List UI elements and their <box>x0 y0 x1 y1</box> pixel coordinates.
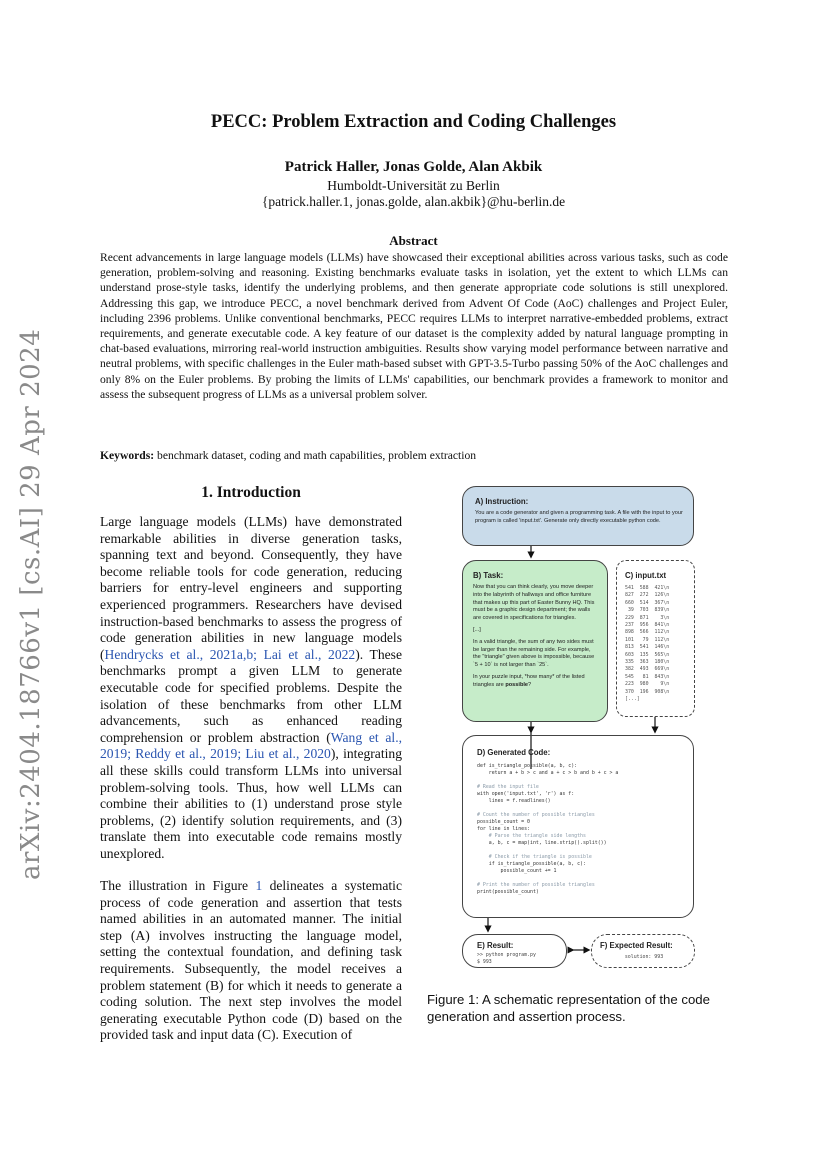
text-run: delineates a systematic process of code generation and assertion that tests named abilities in an automated manner. The initial step (A) involves instructing the language model, setting the contextual foundation, and defining task requirements. Subsequently, the model receives a problem statement (B) for which it needs to generate a coding solution. The next step involves the model generating executable Python code (D) based on the provided task and input data (C). Execution of <box>100 878 402 1043</box>
task-question <box>473 674 599 690</box>
instruction-title: A) Instruction: <box>475 497 529 506</box>
code-line <box>477 805 683 812</box>
affiliation: Humboldt-Universität zu Berlin <box>327 178 500 193</box>
code-line: def is_triangle_possible(a, b, c): <box>477 763 578 769</box>
instruction-box <box>462 486 694 546</box>
input-file-title: C) input.txt <box>625 571 667 580</box>
instruction-text: You are a code generator and given a programming task. A file with the input to your program is called 'input.txt'. Generate only directly executable python code. <box>475 510 683 524</box>
section-heading-introduction: 1. Introduction <box>201 484 301 501</box>
expected-result-title: F) Expected Result: <box>600 941 673 950</box>
paper-title: PECC: Problem Extraction and Coding Challenges <box>210 112 617 132</box>
generated-code-box <box>462 735 694 918</box>
figure-reference-link[interactable]: 1 <box>255 878 263 893</box>
result-command: >> python program.py <box>477 952 536 958</box>
abstract-body: Recent advancements in large language models (LLMs) have showcased their exceptional abilities across various tasks, such as code generation, problem-solving and reasoning. Existing benchmarks evaluate tasks in isolation, yet the extent to which LLMs can understand prose-style tasks, identify the underlying problems, and then generate appropriate code solutions is still unexplored. Addressing this gap, we introduce PECC, a novel benchmark derived from Advent Of Code (AoC) challenges and Project Euler, including 2396 problems. Unlike conventional benchmarks, PECC requires LLMs to interpret narrative-embedded problems, extract requirements, and generate executable code. A key feature of our dataset is the complexity added by natural language prompting in chat-based evaluations, mirroring real-world instruction ambiguities. Results show varying model performance between narrative and neutral problems, with specific challenges in the Euler math-based subset with GPT-3.5-Turbo passing 50% of the AoC challenges and only 8% on the Euler problems. By probing the limits of LLMs' capabilities, our benchmark provides a framework to monitor and assess the subsequent progress of LLMs as a universal problem solver. <box>100 251 728 401</box>
input-file-box <box>616 560 695 717</box>
text-run: ? <box>528 681 532 688</box>
code-line <box>477 875 683 882</box>
code-line <box>477 847 683 854</box>
code-line: possible_count += 1 <box>477 868 557 874</box>
generated-code-title: D) Generated Code: <box>477 748 551 757</box>
expected-result-text: solution: 993 <box>624 954 664 960</box>
code-line: if is_triangle_possible(a, b, c): <box>477 861 586 867</box>
author-list: Patrick Haller, Jonas Golde, Alan Akbik <box>284 159 543 175</box>
text-run: ). These benchmarks prompt a given LLM to generate executable code for specified problems. Despite the isolation of these benchmarks from other LLM advancements, such as enhanced reading comprehension or problem abstraction ( <box>100 646 402 745</box>
task-paragraph: In a valid triangle, the sum of any two sides must be larger than the remaining side. For example, the "triangle" given above is impossible, because `5 + 10` is not larger than `25`. <box>473 638 595 669</box>
text-run: Large language models (LLMs) have demonstrated remarkable abilities in diverse generation tasks, spanning text and beyond. Consequently, they have become reliable tools for code generation, reducing barriers for entry-level engineers and supporting experienced programmers. Researchers have devised instruction-based benchmarks to assess the progress of code generation abilities in new language models ( <box>100 514 402 662</box>
keywords-label: Keywords: <box>100 449 155 462</box>
code-line: # Check if the triangle is possible <box>477 854 592 860</box>
citation-link[interactable]: Hendrycks et al., 2021a,b; Lai et al., 2022 <box>104 646 356 662</box>
code-line: lines = f.readlines() <box>477 798 551 804</box>
code-line <box>477 777 683 784</box>
task-paragraph: Now that you can think clearly, you move deeper into the labyrinth of hallways and office furniture that makes up this part of Easter Bunny HQ. This must be a graphic design department; the walls are covered in specifications for triangles. <box>473 584 595 622</box>
figure-1 <box>455 484 707 970</box>
task-ellipsis: [...] <box>473 626 481 633</box>
intro-paragraph-1 <box>100 514 402 862</box>
code-line: return a + b > c and a + c > b and b + c > a <box>477 770 619 776</box>
result-output: $ 993 <box>477 958 492 965</box>
author-emails: {patrick.haller.1, jonas.golde, alan.akbik}@hu-berlin.de <box>261 194 566 209</box>
keywords <box>100 449 728 462</box>
task-title: B) Task: <box>473 571 504 580</box>
keywords-text: benchmark dataset, coding and math capabilities, problem extraction <box>157 449 477 462</box>
text-run: In your puzzle input, *how many* of the listed triangles are <box>473 673 585 688</box>
result-title: E) Result: <box>477 941 514 950</box>
code-line: print(possible_count) <box>477 889 539 895</box>
code-line: with open('input.txt', 'r') as f: <box>477 791 575 797</box>
text-run: ), integrating all these skills could transform LLMs into universal problem-solving tools. Thus, how well LLMs can combine their abilities to (1) understand prose style problems, (2) identify solution requirements, and (3) translate them into executable code remains mostly unexplored. <box>100 746 402 861</box>
figure-caption: Figure 1: A schematic representation of the code generation and assertion process. <box>427 992 710 1024</box>
citation-link[interactable]: Wang et al., 2019; Reddy et al., 2019; Liu et al., 2020 <box>100 729 402 762</box>
arxiv-identifier: arXiv:2404.18766v1 [cs.AI] 29 Apr 2024 <box>16 328 46 880</box>
code-line: # Parse the triangle side lengths <box>477 833 586 839</box>
code-line: # Read the input file <box>477 784 539 790</box>
code-line: # Count the number of possible triangles <box>477 812 595 818</box>
intro-paragraph-2 <box>100 878 402 1044</box>
code-line: possible_count = 0 <box>477 819 530 825</box>
expected-result-box <box>591 934 695 968</box>
result-box <box>462 934 567 968</box>
text-run: possible <box>505 681 529 688</box>
code-line: # Print the number of possible triangles <box>477 882 595 888</box>
input-file-data: 541 588 421\n 827 272 126\n 660 514 367\n 39 703 839\n 229 871 3\n 237 956 841\n 898 566 112\n 101 79 112\n 813 541 146\n 603 135 565\n 335 363 180\n 382 493 669\n 545 81 843\n 223 980 9\n 370 196 908\n [...] <box>625 585 670 703</box>
code-line: a, b, c = map(int, line.strip().split()) <box>477 840 607 846</box>
code-line: for line in lines: <box>477 826 530 832</box>
task-box <box>462 560 608 722</box>
text-run: The illustration in Figure <box>100 878 256 893</box>
abstract-heading: Abstract <box>389 233 438 248</box>
code-block <box>477 763 683 896</box>
